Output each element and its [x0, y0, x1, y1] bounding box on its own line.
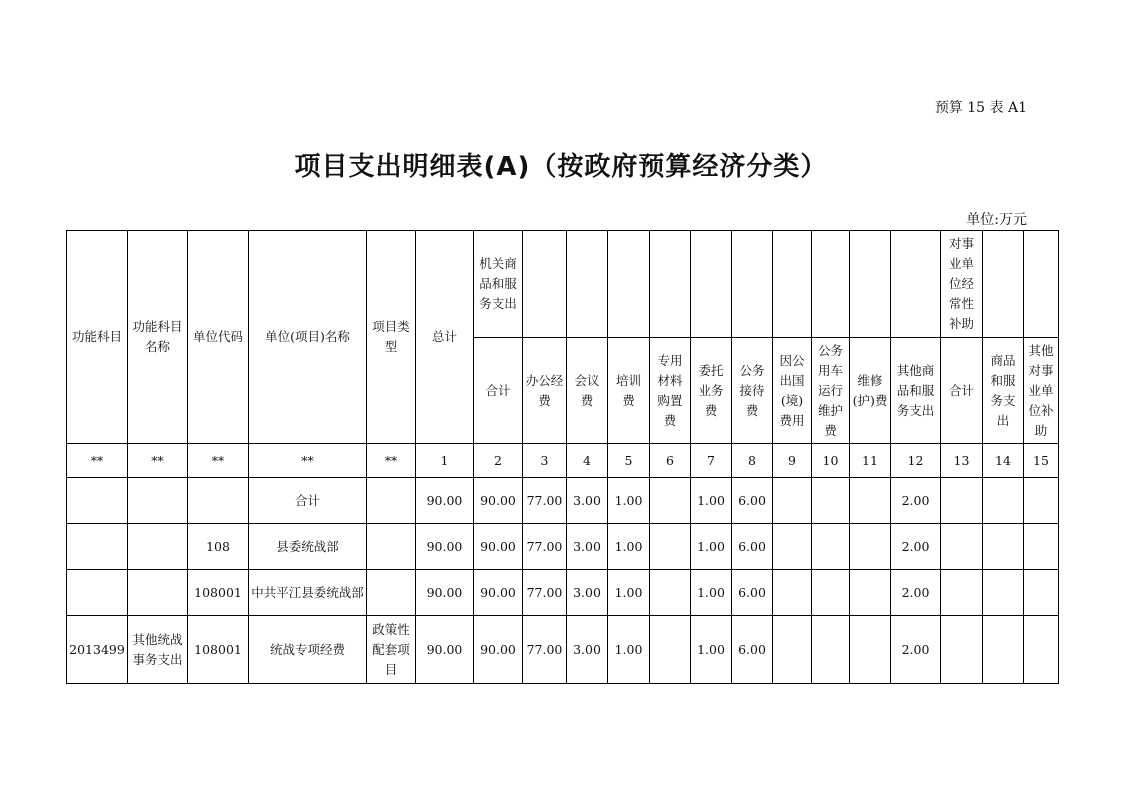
table-cell	[367, 478, 416, 524]
table-cell: 6.00	[732, 616, 773, 684]
table-cell	[650, 616, 691, 684]
table-cell: 1.00	[608, 570, 650, 616]
table-row	[67, 478, 1059, 524]
table-reference-label: 预算 15 表 A1	[934, 100, 1027, 116]
table-cell: 90.00	[416, 524, 474, 570]
table-cell	[850, 570, 891, 616]
table-cell: 2013499	[67, 616, 128, 684]
table-cell: 90.00	[474, 616, 523, 684]
header-other-subsidy: 其他对事业单位补助	[1024, 338, 1059, 444]
index-cell: 1	[416, 444, 474, 478]
table-cell	[812, 478, 850, 524]
table-cell: 2.00	[891, 478, 941, 524]
header-materials: 专用材料购置费	[650, 338, 691, 444]
index-cell: 10	[812, 444, 850, 478]
table-cell	[1024, 616, 1059, 684]
table-cell	[367, 570, 416, 616]
table-cell: 中共平江县委统战部	[249, 570, 367, 616]
table-cell: 108001	[188, 616, 249, 684]
index-cell: 4	[567, 444, 608, 478]
header-func-code: 功能科目	[67, 231, 128, 444]
index-cell: **	[367, 444, 416, 478]
table-row	[67, 570, 1059, 616]
table-cell	[1024, 524, 1059, 570]
header-a-sum: 合计	[474, 338, 523, 444]
table-cell: 77.00	[523, 616, 567, 684]
table-cell: 90.00	[416, 570, 474, 616]
table-cell: 合计	[249, 478, 367, 524]
table-cell: 1.00	[691, 524, 732, 570]
index-cell: 3	[523, 444, 567, 478]
table-cell: 1.00	[608, 478, 650, 524]
table-cell	[983, 524, 1024, 570]
table-cell	[850, 478, 891, 524]
header-unit-name: 单位(项目)名称	[249, 231, 367, 444]
table-cell	[773, 570, 812, 616]
header-func-name: 功能科目名称	[128, 231, 188, 444]
table-cell: 6.00	[732, 524, 773, 570]
unit-label: 单位:万元	[966, 212, 1027, 228]
table-cell: 1.00	[691, 478, 732, 524]
index-cell: 12	[891, 444, 941, 478]
table-cell	[367, 524, 416, 570]
header-vehicle: 公务用车运行维护费	[812, 338, 850, 444]
header-b-sum: 合计	[941, 338, 983, 444]
table-cell: 90.00	[474, 478, 523, 524]
table-cell: 统战专项经费	[249, 616, 367, 684]
page-title: 项目支出明细表(A)（按政府预算经济分类）	[294, 152, 828, 182]
table-cell	[650, 478, 691, 524]
header-project-type: 项目类型	[367, 231, 416, 444]
index-cell: **	[249, 444, 367, 478]
table-cell: 90.00	[416, 478, 474, 524]
header-abroad: 因公出国(境)费用	[773, 338, 812, 444]
table-cell: 108	[188, 524, 249, 570]
table-cell: 其他统战事务支出	[128, 616, 188, 684]
index-cell: 5	[608, 444, 650, 478]
index-cell: 8	[732, 444, 773, 478]
header-office: 办公经费	[523, 338, 567, 444]
table-cell: 1.00	[691, 570, 732, 616]
table-cell: 3.00	[567, 478, 608, 524]
index-cell: 11	[850, 444, 891, 478]
table-cell: 90.00	[474, 570, 523, 616]
table-cell	[812, 570, 850, 616]
index-cell: 2	[474, 444, 523, 478]
table-cell	[1024, 570, 1059, 616]
index-cell: **	[188, 444, 249, 478]
table-cell	[128, 478, 188, 524]
table-cell	[983, 616, 1024, 684]
table-cell: 3.00	[567, 524, 608, 570]
table-row	[67, 616, 1059, 684]
table-cell	[773, 616, 812, 684]
table-cell	[188, 478, 249, 524]
table-cell: 6.00	[732, 570, 773, 616]
header-other-goods: 其他商品和服务支出	[891, 338, 941, 444]
table-cell	[67, 524, 128, 570]
table-cell	[983, 570, 1024, 616]
table-cell: 县委统战部	[249, 524, 367, 570]
table-cell	[1024, 478, 1059, 524]
table-cell	[941, 524, 983, 570]
table-cell	[128, 524, 188, 570]
table-cell: 2.00	[891, 524, 941, 570]
index-cell: 14	[983, 444, 1024, 478]
table-cell: 3.00	[567, 570, 608, 616]
index-cell: 13	[941, 444, 983, 478]
table-cell: 108001	[188, 570, 249, 616]
table-cell: 90.00	[474, 524, 523, 570]
budget-table	[66, 230, 1059, 684]
index-cell: **	[67, 444, 128, 478]
table-cell	[128, 570, 188, 616]
table-cell	[941, 616, 983, 684]
table-cell	[773, 524, 812, 570]
index-row	[67, 444, 1059, 478]
table-cell: 政策性配套项目	[367, 616, 416, 684]
header-commission: 委托业务费	[691, 338, 732, 444]
table-cell: 2.00	[891, 570, 941, 616]
table-row	[67, 524, 1059, 570]
index-cell: 6	[650, 444, 691, 478]
table-cell	[650, 524, 691, 570]
index-cell: 7	[691, 444, 732, 478]
header-group-institution-subsidy: 对事业单位经常性补助	[941, 231, 983, 338]
table-cell: 90.00	[416, 616, 474, 684]
table-cell	[650, 570, 691, 616]
table-cell	[773, 478, 812, 524]
table-cell: 1.00	[608, 524, 650, 570]
header-repair: 维修(护)费	[850, 338, 891, 444]
table-cell	[983, 478, 1024, 524]
index-cell: 9	[773, 444, 812, 478]
header-reception: 公务接待费	[732, 338, 773, 444]
header-unit-code: 单位代码	[188, 231, 249, 444]
index-cell: 15	[1024, 444, 1059, 478]
table-cell	[67, 478, 128, 524]
table-cell	[850, 524, 891, 570]
table-cell: 77.00	[523, 478, 567, 524]
table-cell: 77.00	[523, 524, 567, 570]
table-cell: 3.00	[567, 616, 608, 684]
header-training: 培训费	[608, 338, 650, 444]
table-cell: 1.00	[691, 616, 732, 684]
table-cell	[941, 478, 983, 524]
table-cell	[850, 616, 891, 684]
table-cell	[941, 570, 983, 616]
table-cell	[812, 524, 850, 570]
header-goods-services: 商品和服务支出	[983, 338, 1024, 444]
table-cell: 1.00	[608, 616, 650, 684]
header-total: 总计	[416, 231, 474, 444]
index-cell: **	[128, 444, 188, 478]
table-cell	[67, 570, 128, 616]
table-cell	[812, 616, 850, 684]
header-meeting: 会议费	[567, 338, 608, 444]
table-cell: 77.00	[523, 570, 567, 616]
header-group-goods-services: 机关商品和服务支出	[474, 231, 523, 338]
table-cell: 2.00	[891, 616, 941, 684]
table-cell: 6.00	[732, 478, 773, 524]
